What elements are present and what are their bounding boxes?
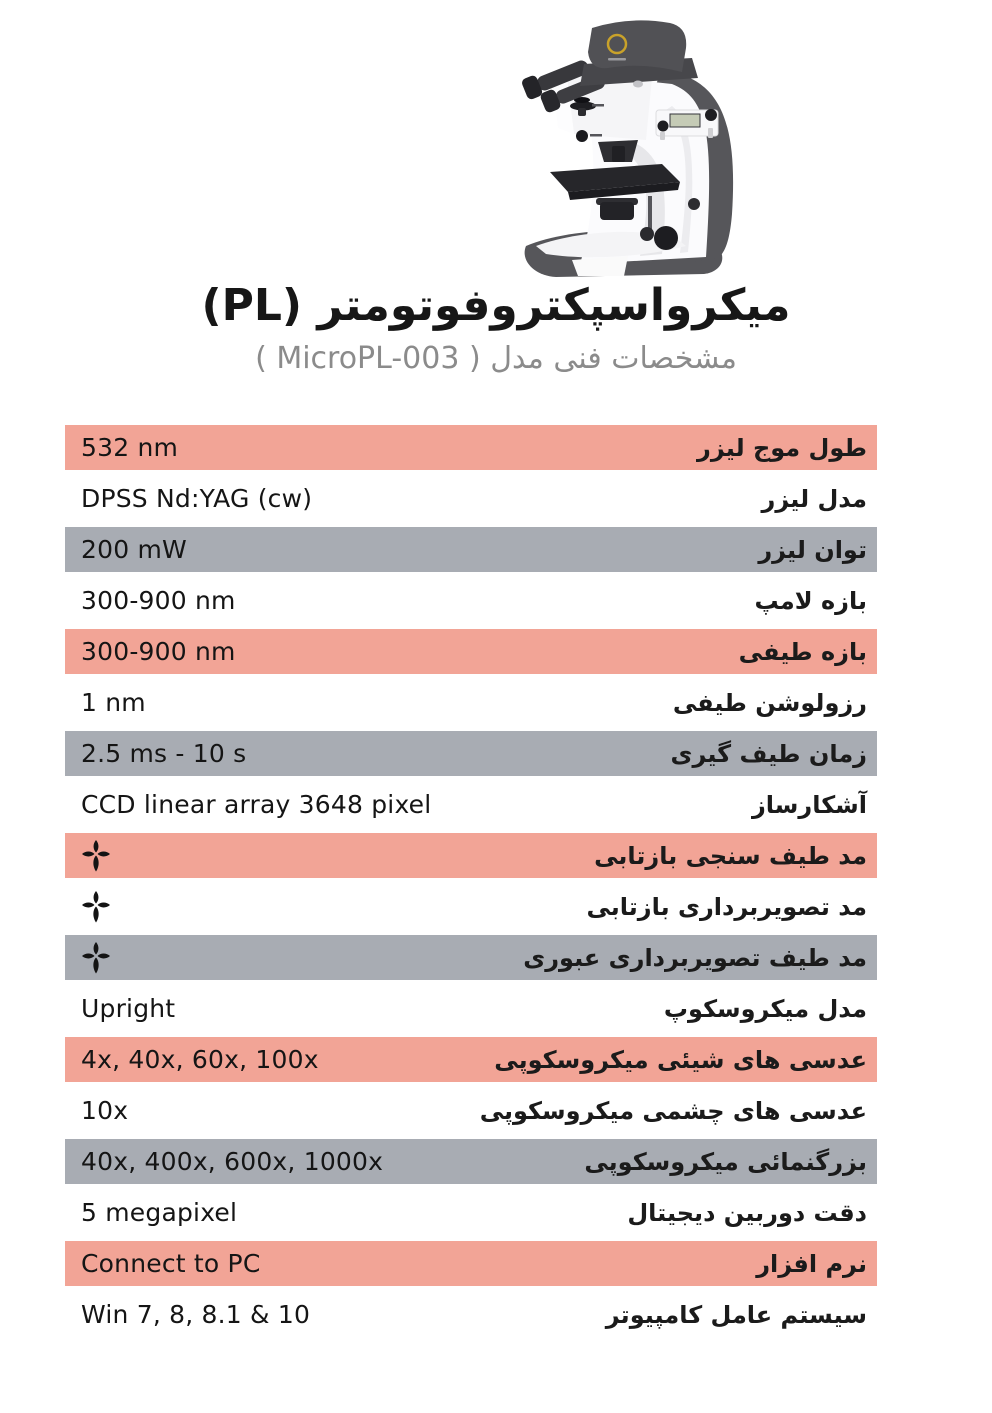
spec-value: CCD linear array 3648 pixel bbox=[81, 790, 432, 819]
table-row bbox=[65, 1034, 877, 1085]
spec-value: 300-900 nm bbox=[81, 637, 236, 666]
spec-value: 5 megapixel bbox=[81, 1198, 238, 1227]
spec-value: 300-900 nm bbox=[81, 586, 236, 615]
spec-label: مد تصویربرداری بازتابی bbox=[586, 892, 867, 921]
spec-label: آشکارساز bbox=[751, 790, 867, 819]
table-row bbox=[65, 524, 877, 575]
four-petal-check-icon bbox=[81, 838, 111, 874]
spec-label: مدل میکروسکوپ bbox=[663, 994, 867, 1023]
table-row bbox=[65, 422, 877, 473]
spec-label: نرم افزار bbox=[756, 1249, 867, 1278]
table-row bbox=[65, 1085, 877, 1136]
table-row bbox=[65, 626, 877, 677]
lcd-screen bbox=[670, 114, 700, 127]
spec-value: Win 7, 8, 8.1 & 10 bbox=[81, 1300, 311, 1329]
table-row bbox=[65, 677, 877, 728]
table-row bbox=[65, 575, 877, 626]
spec-value: Connect to PC bbox=[81, 1249, 261, 1278]
spec-label: مدل لیزر bbox=[761, 484, 867, 513]
four-petal-check-icon bbox=[81, 889, 111, 925]
spec-label: زمان طیف گیری bbox=[670, 739, 867, 768]
spec-value: 1 nm bbox=[81, 688, 146, 717]
table-row bbox=[65, 1187, 877, 1238]
spec-label: بزرگنمائی میکروسکوپی bbox=[584, 1147, 867, 1176]
table-row bbox=[65, 881, 877, 932]
spec-label: سیستم عامل کامپیوتر bbox=[605, 1300, 867, 1329]
page-subtitle-fa: مشخصات فنی مدل bbox=[490, 341, 737, 376]
table-row bbox=[65, 1238, 877, 1289]
spec-label: طول موج لیزر bbox=[697, 433, 867, 462]
spec-label: عدسی های شیئی میکروسکوپی bbox=[494, 1045, 867, 1074]
spec-value: 2.5 ms - 10 s bbox=[81, 739, 247, 768]
spec-value: 40x, 400x, 600x, 1000x bbox=[81, 1147, 384, 1176]
spec-value: 532 nm bbox=[81, 433, 179, 462]
spec-value: Upright bbox=[81, 994, 176, 1023]
four-petal-check-icon bbox=[81, 940, 111, 976]
spec-table bbox=[65, 422, 877, 1340]
spec-label: عدسی های چشمی میکروسکوپی bbox=[479, 1096, 867, 1125]
spec-label: مد طیف تصویربرداری عبوری bbox=[523, 943, 867, 972]
brand-mark bbox=[608, 58, 626, 61]
spec-label: بازه لامپ bbox=[754, 586, 867, 615]
page-title-fa: میکرواسپکتروفوتومتر bbox=[317, 280, 791, 331]
spec-label: مد طیف سنجی بازتابی bbox=[594, 841, 867, 870]
spec-label: بازه طیفی bbox=[738, 637, 867, 666]
table-row bbox=[65, 473, 877, 524]
table-row bbox=[65, 728, 877, 779]
table-row bbox=[65, 830, 877, 881]
spec-label: توان لیزر bbox=[758, 535, 867, 564]
microscope-illustration bbox=[480, 14, 780, 284]
page-title bbox=[0, 279, 992, 333]
table-row bbox=[65, 1136, 877, 1187]
microscope-product-image bbox=[480, 14, 780, 284]
spec-value: DPSS Nd:YAG (cw) bbox=[81, 484, 313, 513]
spec-value: 10x bbox=[81, 1096, 129, 1125]
spec-label: رزولوشن طیفی bbox=[672, 688, 867, 717]
page-title-en: (PL) bbox=[201, 280, 302, 331]
table-row bbox=[65, 983, 877, 1034]
table-row bbox=[65, 779, 877, 830]
table-row bbox=[65, 932, 877, 983]
page-subtitle bbox=[0, 338, 992, 380]
page-subtitle-model: ( MicroPL-003 ) bbox=[255, 341, 481, 376]
table-row bbox=[65, 1289, 877, 1340]
spec-value: 4x, 40x, 60x, 100x bbox=[81, 1045, 319, 1074]
spec-label: دقت دوربین دیجیتال bbox=[627, 1198, 867, 1227]
spec-value: 200 mW bbox=[81, 535, 187, 564]
